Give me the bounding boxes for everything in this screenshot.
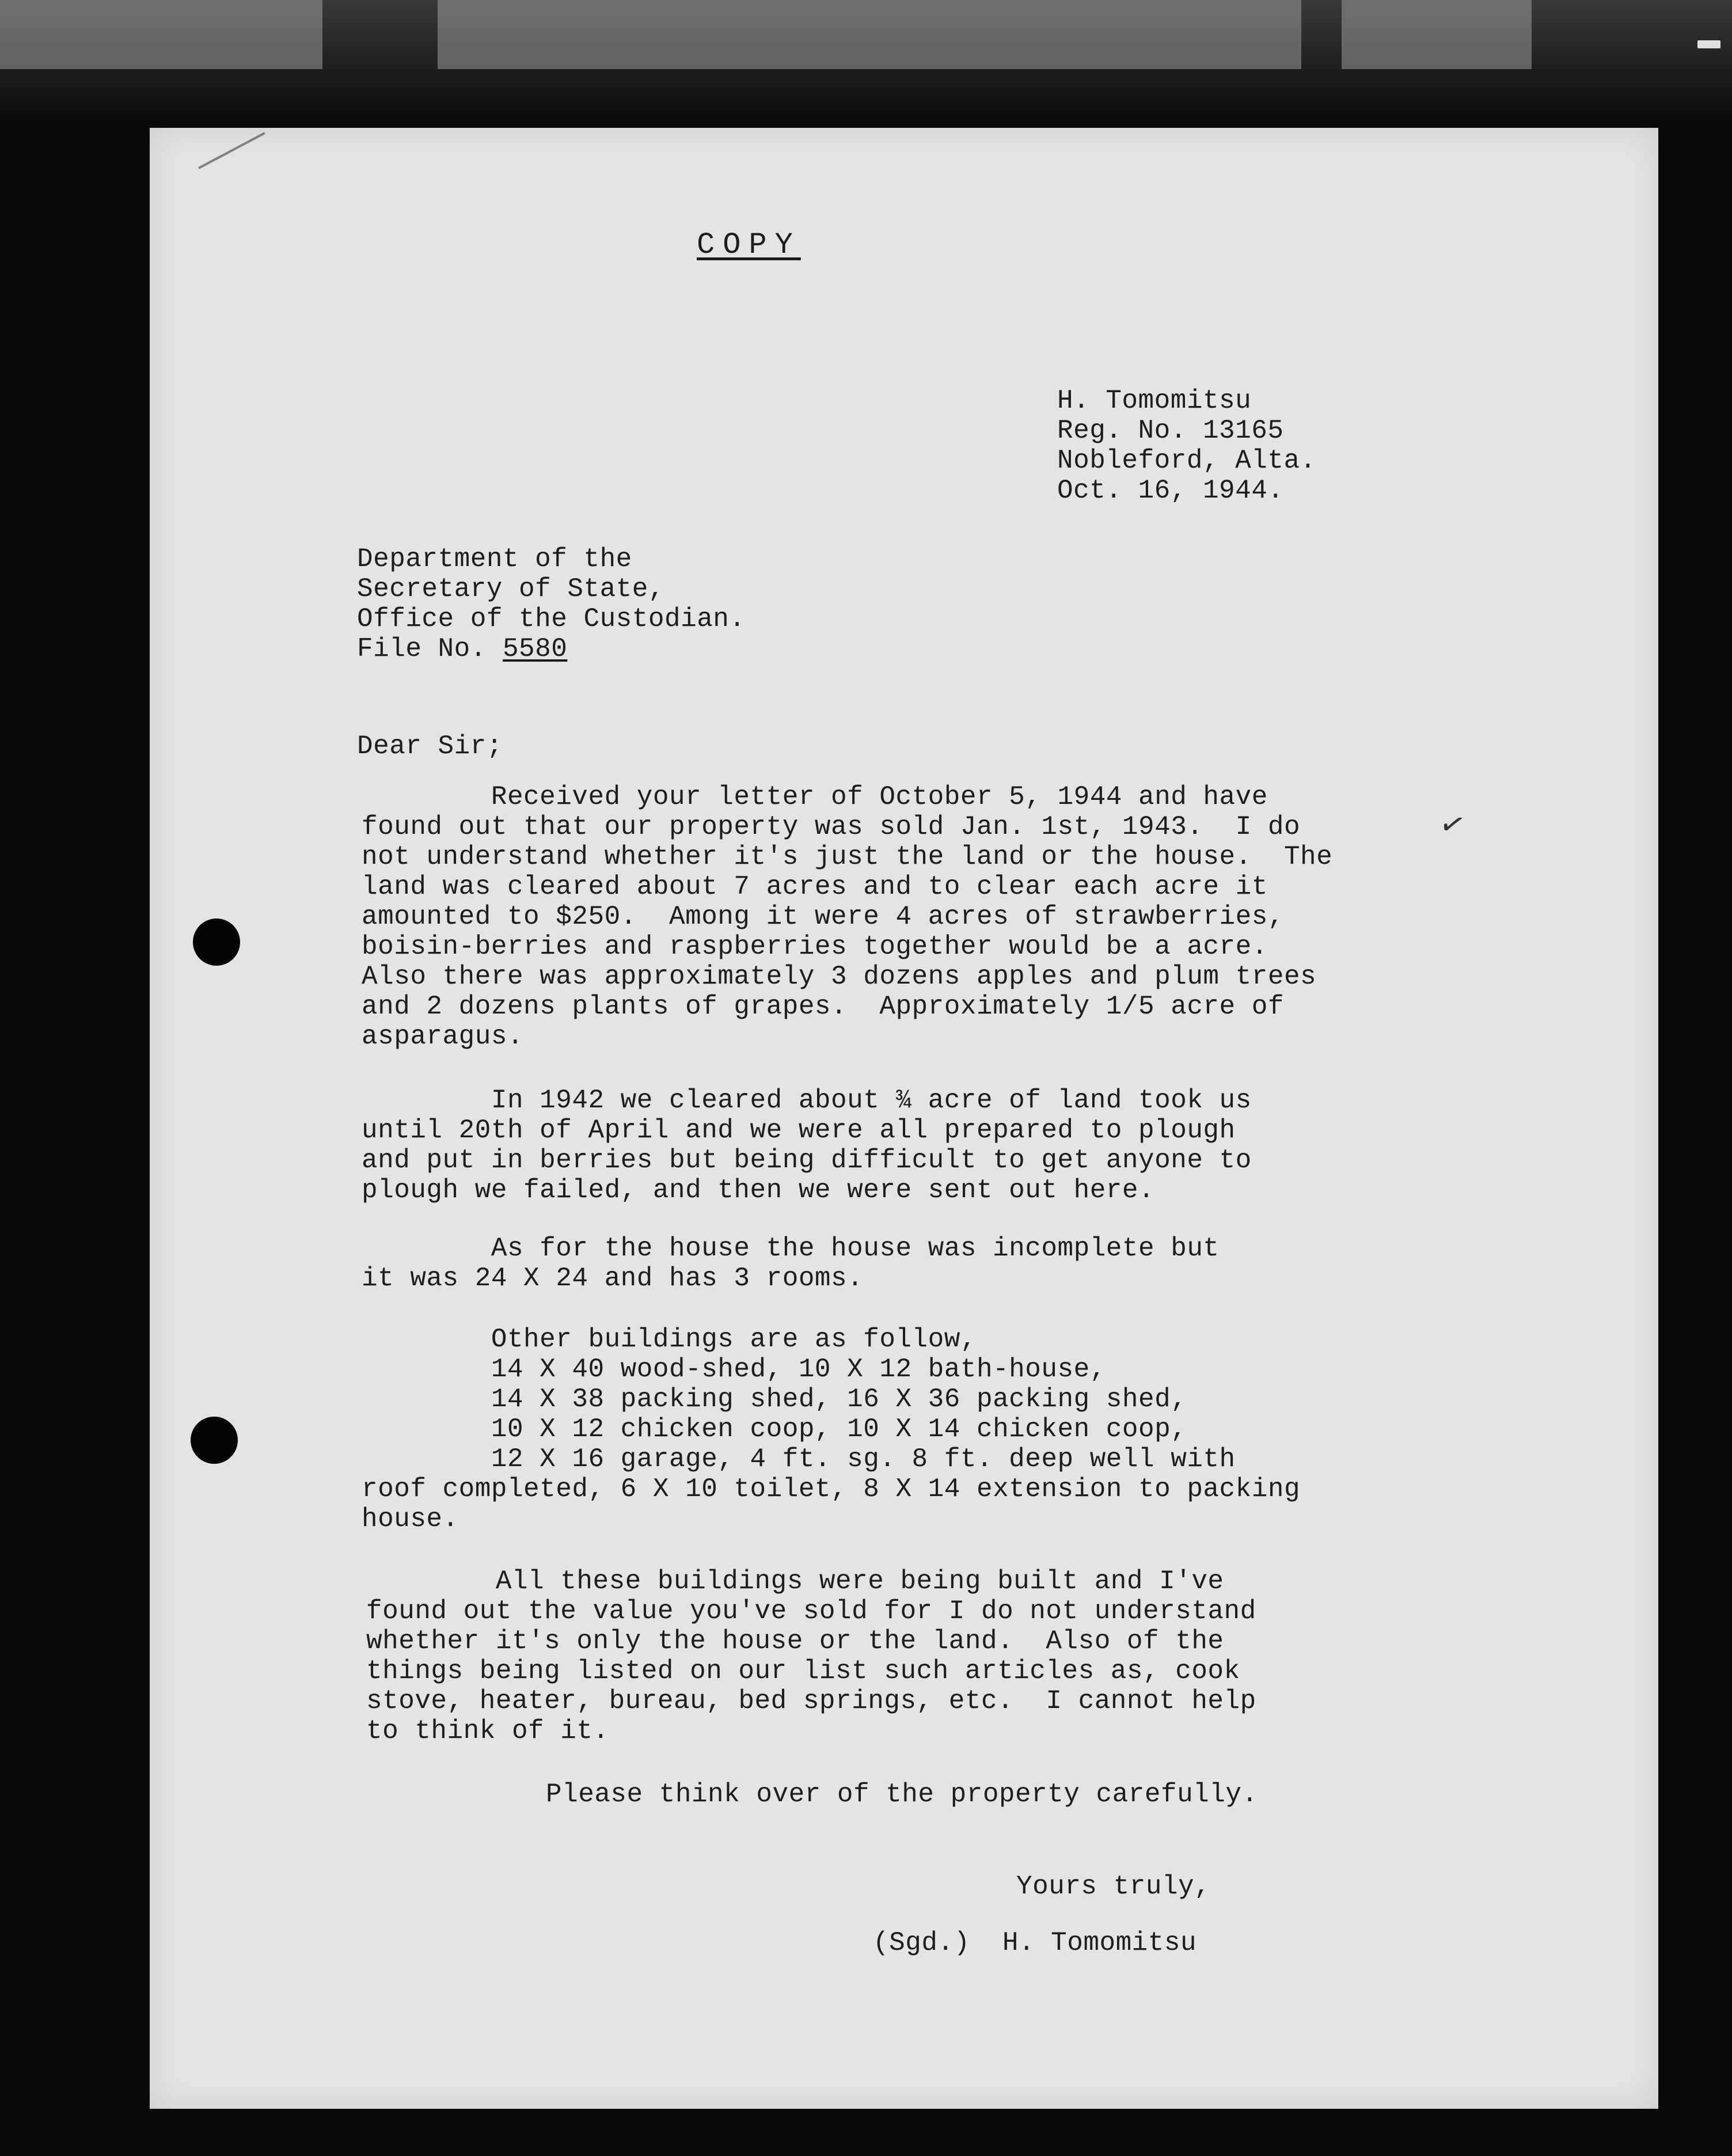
body-paragraph: As for the house the house was incomplete but it was 24 X 24 and has 3 rooms. <box>362 1233 1220 1293</box>
sender-name: H. Tomomitsu <box>1057 386 1252 416</box>
file-number-line <box>357 634 567 664</box>
sender-reg-no: Reg. No. 13165 <box>1057 416 1284 446</box>
body-paragraph: In 1942 we cleared about ¾ acre of land took us until 20th of April and we were all prepared to plough and put in berries but being difficult to get anyone to plough we failed, and then we were sent out here. <box>362 1085 1252 1205</box>
body-paragraph: Received your letter of October 5, 1944 and have found out that our property was sold Jan. 1st, 1943. I do not understand whether it's just the land or the house. The land was cleared about 7 acres and to clear each acre it amounted to $250. Among it were 4 acres of strawberries, boisin-berries and raspberries together would be a acre. Also there was approximately 3 dozens apples and plum trees and 2 dozens plants of grapes. Approximately 1/5 acre of asparagus. <box>362 782 1333 1052</box>
punch-hole <box>193 918 240 966</box>
film-band <box>1342 0 1532 69</box>
punch-hole <box>191 1417 238 1464</box>
film-band <box>0 0 322 69</box>
file-number: 5580 <box>502 634 568 664</box>
file-label: File No. <box>357 634 503 664</box>
film-mark <box>1697 40 1720 48</box>
sender-block <box>1057 386 1316 506</box>
recipient-line: Secretary of State, <box>357 574 664 604</box>
letter-date: Oct. 16, 1944. <box>1057 476 1284 506</box>
complimentary-close: Yours truly, <box>1016 1872 1211 1901</box>
film-band <box>438 0 1301 69</box>
check-mark-icon: ✓ <box>1437 804 1467 848</box>
recipient-line: Office of the Custodian. <box>357 604 746 634</box>
sender-place: Nobleford, Alta. <box>1057 446 1316 476</box>
signature-line: (Sgd.) H. Tomomitsu <box>873 1928 1197 1958</box>
body-paragraph: All these buildings were being built and I've found out the value you've sold for I do not understand whether it's only the house or the land. Also of the things being listed on our list such articles as, cook stove, heater, bureau, bed springs, etc. I cannot help to think of it. <box>366 1566 1256 1746</box>
microfilm-strip <box>0 0 1732 121</box>
recipient-line: Department of the <box>357 544 632 574</box>
salutation: Dear Sir; <box>357 731 503 761</box>
closing-request: Please think over of the property carefully. <box>546 1779 1258 1809</box>
buildings-list-paragraph: Other buildings are as follow, 14 X 40 wood-shed, 10 X 12 bath-house, 14 X 38 packing shed, 16 X 36 packing shed, 10 X 12 chicken coop, 10 X 14 chicken coop, 12 X 16 garage, 4 ft. sg. 8 ft. deep well with roof completed, 6 X 10 toilet, 8 X 14 extension to packing house. <box>362 1324 1301 1534</box>
document-heading: COPY <box>697 228 801 262</box>
recipient-block <box>357 544 746 634</box>
